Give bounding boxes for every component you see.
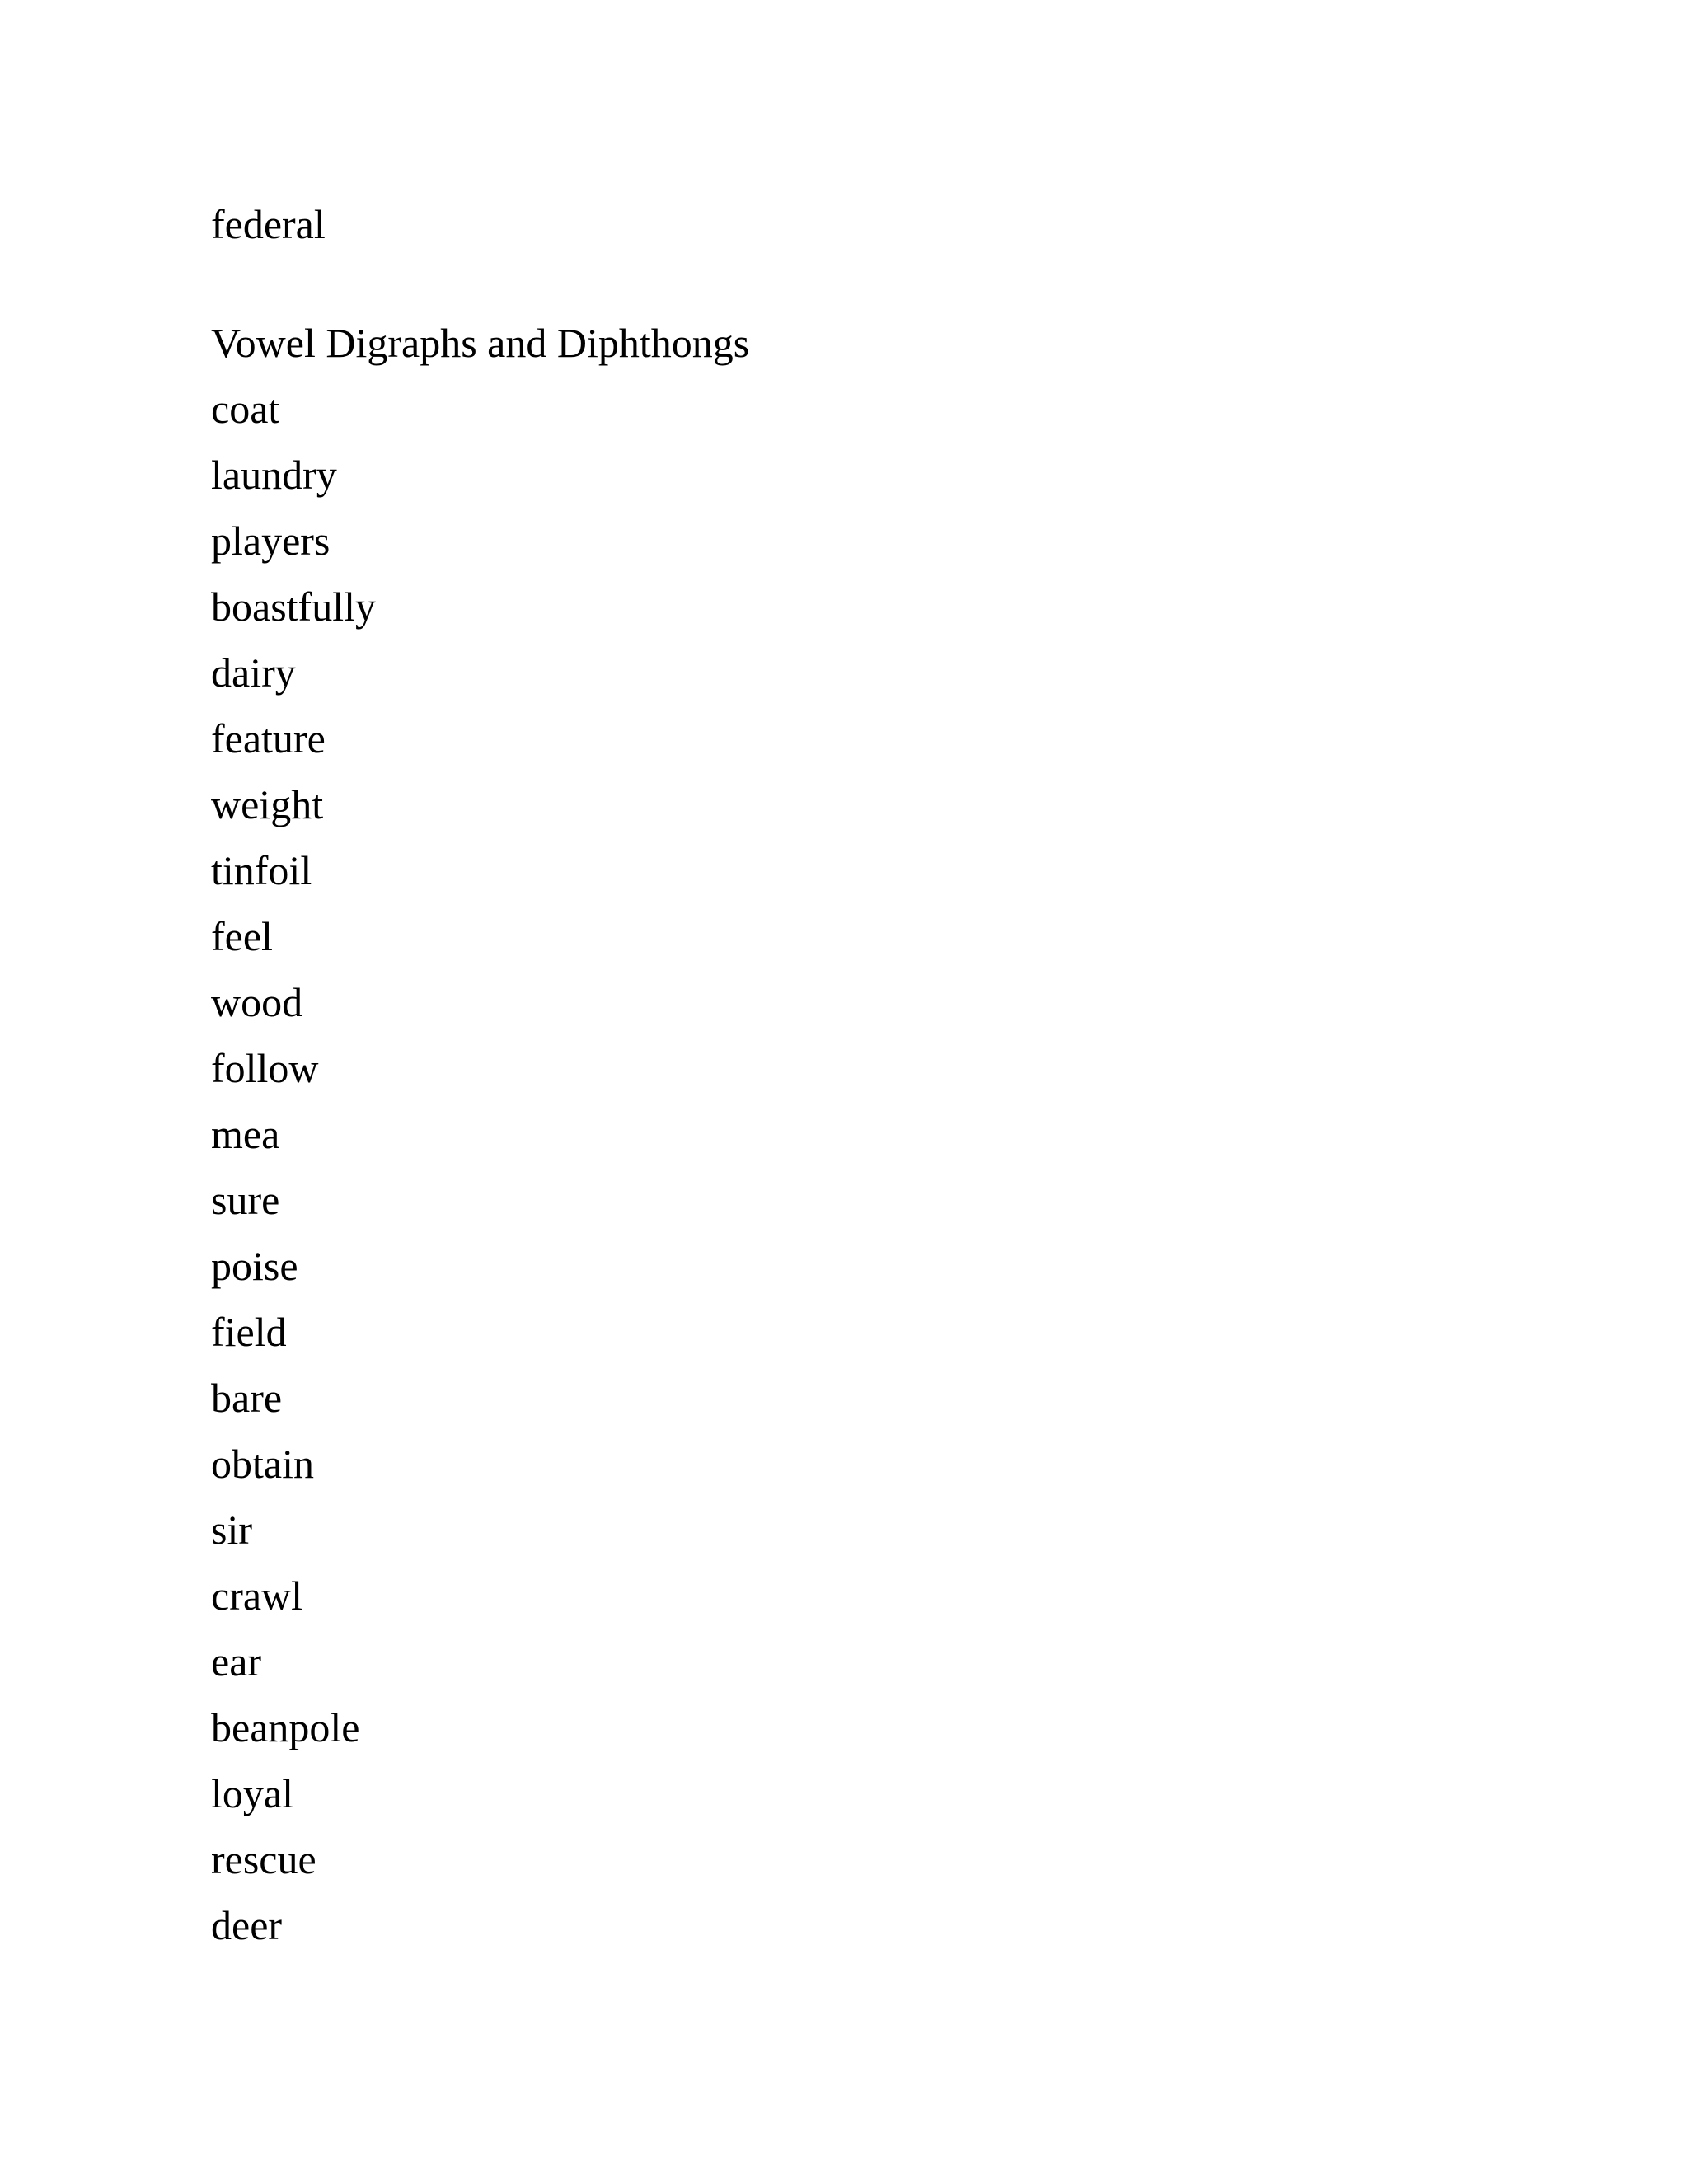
paragraph-gap <box>211 257 1447 310</box>
list-item: coat <box>211 386 280 432</box>
list-item: mea <box>211 1111 280 1157</box>
list-item: beanpole <box>211 1704 360 1750</box>
list-item: bare <box>211 1375 283 1421</box>
list-item: laundry <box>211 452 337 498</box>
list-item: rescue <box>211 1836 316 1882</box>
list-item: players <box>211 518 331 564</box>
list-item: feature <box>211 715 326 762</box>
list-item: deer <box>211 1902 283 1948</box>
list-item: sir <box>211 1507 252 1553</box>
list-item: sure <box>211 1177 280 1223</box>
list-item: feel <box>211 913 273 959</box>
list-item: follow <box>211 1045 319 1091</box>
section-heading: Vowel Digraphs and Diphthongs <box>211 320 750 366</box>
list-item: loyal <box>211 1770 293 1816</box>
word-federal: federal <box>211 201 326 247</box>
list-item: tinfoil <box>211 847 312 893</box>
list-item: weight <box>211 781 324 827</box>
list-item: wood <box>211 979 303 1025</box>
list-item: dairy <box>211 649 296 696</box>
list-item: field <box>211 1309 287 1355</box>
list-item: boastfully <box>211 583 376 630</box>
list-item: ear <box>211 1638 262 1685</box>
list-item: crawl <box>211 1572 303 1619</box>
word-list <box>211 376 1447 1958</box>
list-item: obtain <box>211 1441 314 1487</box>
document-content <box>211 191 1447 1958</box>
list-item: poise <box>211 1243 298 1289</box>
